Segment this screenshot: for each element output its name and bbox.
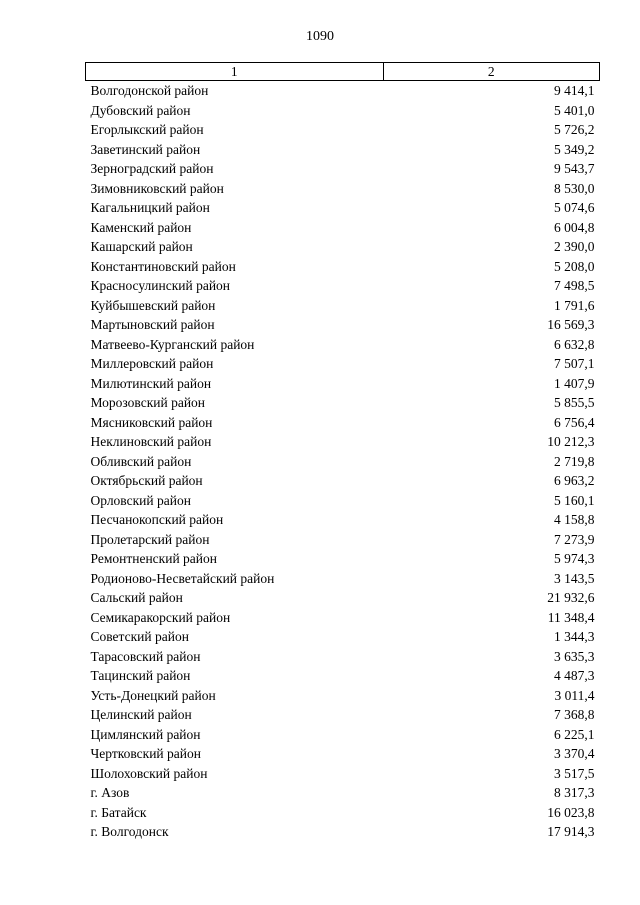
amount-cell: 5 401,0 <box>554 102 595 118</box>
district-name-cell: Обливский район <box>90 453 192 469</box>
table-row <box>86 179 600 199</box>
table-row <box>86 315 600 335</box>
amount-cell: 3 011,4 <box>554 687 595 703</box>
district-name-cell: Орловский район <box>90 492 191 508</box>
district-name-cell: Неклиновский район <box>90 434 212 449</box>
district-name-cell: Родионово-Несветайский район <box>90 570 275 586</box>
table-row <box>86 413 600 433</box>
amount-cell: 3 517,5 <box>554 765 595 781</box>
amount-cell: 5 208,0 <box>554 258 595 274</box>
table-row <box>86 822 600 842</box>
district-name-cell: Константиновский район <box>90 258 236 274</box>
amount-cell: 2 390,0 <box>554 239 595 254</box>
amount-cell: 9 543,7 <box>554 161 595 176</box>
amount-cell: 17 914,3 <box>547 824 595 839</box>
table-row <box>86 647 600 667</box>
amount-cell: 5 160,1 <box>554 492 595 508</box>
table-row <box>86 744 600 764</box>
district-name-cell: Песчанокопский район <box>90 512 224 527</box>
district-name-cell: Пролетарский район <box>90 531 210 547</box>
district-name-cell: Морозовский район <box>90 395 206 410</box>
amount-cell: 10 212,3 <box>547 434 595 449</box>
table-row <box>86 491 600 511</box>
district-name-cell: г. Азов <box>90 785 130 800</box>
amount-cell: 3 143,5 <box>554 570 595 586</box>
district-name-cell: Мартыновский район <box>90 317 215 332</box>
amount-cell: 5 349,2 <box>554 141 595 157</box>
district-name-cell: Цимлянский район <box>90 726 201 742</box>
table-row <box>86 803 600 823</box>
district-name-cell: Ремонтненский район <box>90 551 217 566</box>
district-name-cell: Волгодонской район <box>90 83 209 98</box>
page-number: 1090 <box>306 29 334 44</box>
table-row <box>86 354 600 374</box>
table-row <box>86 276 600 296</box>
amount-cell: 7 368,8 <box>554 707 595 722</box>
district-name-cell: Зерноградский район <box>90 161 214 176</box>
table-row <box>86 783 600 803</box>
table-row <box>86 549 600 569</box>
district-name-cell: Тарасовский район <box>90 648 201 664</box>
table-row <box>86 237 600 257</box>
amount-cell: 5 974,3 <box>554 551 595 566</box>
district-name-cell: Матвеево-Курганский район <box>90 336 255 352</box>
district-name-cell: Каменский район <box>90 219 192 235</box>
table-row <box>86 588 600 608</box>
district-name-cell: Советский район <box>90 629 189 644</box>
district-name-cell: Миллеровский район <box>90 356 214 371</box>
table-row <box>86 198 600 218</box>
district-name-cell: Мясниковский район <box>90 414 213 430</box>
table-row <box>86 374 600 394</box>
district-name-cell: г. Батайск <box>90 804 147 820</box>
amount-cell: 6 756,4 <box>554 414 595 430</box>
table-row <box>86 569 600 589</box>
table-row <box>86 140 600 160</box>
table-body <box>86 81 600 842</box>
district-name-cell: Целинский район <box>90 707 192 722</box>
table-row <box>86 335 600 355</box>
amount-cell: 6 963,2 <box>554 473 595 488</box>
table-row <box>86 705 600 725</box>
amount-cell: 1 344,3 <box>554 629 595 644</box>
amount-cell: 16 023,8 <box>547 804 595 820</box>
table-row <box>86 764 600 784</box>
district-name-cell: Егорлыкский район <box>90 122 204 137</box>
amount-cell: 5 855,5 <box>554 395 595 410</box>
amount-cell: 5 074,6 <box>554 200 595 215</box>
district-name-cell: Октябрьский район <box>90 473 203 488</box>
amount-cell: 2 719,8 <box>554 453 595 469</box>
amount-cell: 1 407,9 <box>554 375 595 391</box>
table-row <box>86 393 600 413</box>
district-name-cell: Кагальницкий район <box>90 200 210 215</box>
amount-cell: 4 487,3 <box>554 668 595 683</box>
district-name-cell: Милютинский район <box>90 375 212 391</box>
table-row <box>86 510 600 530</box>
amount-cell: 11 348,4 <box>547 609 595 625</box>
table-row <box>86 159 600 179</box>
table-row <box>86 257 600 277</box>
amount-cell: 1 791,6 <box>554 297 595 313</box>
table-row <box>86 666 600 686</box>
table-row <box>86 608 600 628</box>
amount-cell: 6 632,8 <box>554 336 595 352</box>
table-header <box>86 63 600 81</box>
amount-cell: 9 414,1 <box>554 83 595 98</box>
amount-cell: 6 004,8 <box>554 219 595 235</box>
table-row <box>86 101 600 121</box>
district-name-cell: Кашарский район <box>90 239 193 254</box>
district-name-cell: Семикаракорский район <box>90 609 231 625</box>
amount-cell: 7 498,5 <box>554 278 595 293</box>
district-name-cell: Сальский район <box>90 590 183 605</box>
district-name-cell: г. Волгодонск <box>90 824 169 839</box>
table-row <box>86 218 600 238</box>
table-row <box>86 81 600 101</box>
table-row <box>86 686 600 706</box>
table-row <box>86 452 600 472</box>
district-name-cell: Тацинский район <box>90 668 191 683</box>
budget-table <box>85 62 600 842</box>
amount-cell: 21 932,6 <box>547 590 595 605</box>
column-header-2: 2 <box>383 63 599 81</box>
district-name-cell: Зимовниковский район <box>90 180 224 196</box>
amount-cell: 8 530,0 <box>554 180 595 196</box>
district-name-cell: Усть-Донецкий район <box>90 687 216 703</box>
amount-cell: 5 726,2 <box>554 122 595 137</box>
table-row <box>86 725 600 745</box>
table-row <box>86 627 600 647</box>
table-header-row <box>86 63 600 81</box>
table-row <box>86 530 600 550</box>
district-name-cell: Дубовский район <box>90 102 191 118</box>
amount-cell: 7 507,1 <box>554 356 595 371</box>
table-row <box>86 471 600 491</box>
district-name-cell: Чертковский район <box>90 746 201 761</box>
district-name-cell: Куйбышевский район <box>90 297 216 313</box>
amount-cell: 7 273,9 <box>554 531 595 547</box>
district-name-cell: Заветинский район <box>90 141 201 157</box>
district-name-cell: Шолоховский район <box>90 765 208 781</box>
amount-cell: 8 317,3 <box>554 785 595 800</box>
table-row <box>86 432 600 452</box>
district-name-cell: Красносулинский район <box>90 278 231 293</box>
amount-cell: 4 158,8 <box>554 512 595 527</box>
amount-cell: 3 370,4 <box>554 746 595 761</box>
table-row <box>86 120 600 140</box>
amount-cell: 6 225,1 <box>554 726 595 742</box>
amount-cell: 3 635,3 <box>554 648 595 664</box>
amount-cell: 16 569,3 <box>547 317 595 332</box>
table-row <box>86 296 600 316</box>
column-header-1: 1 <box>86 63 384 81</box>
